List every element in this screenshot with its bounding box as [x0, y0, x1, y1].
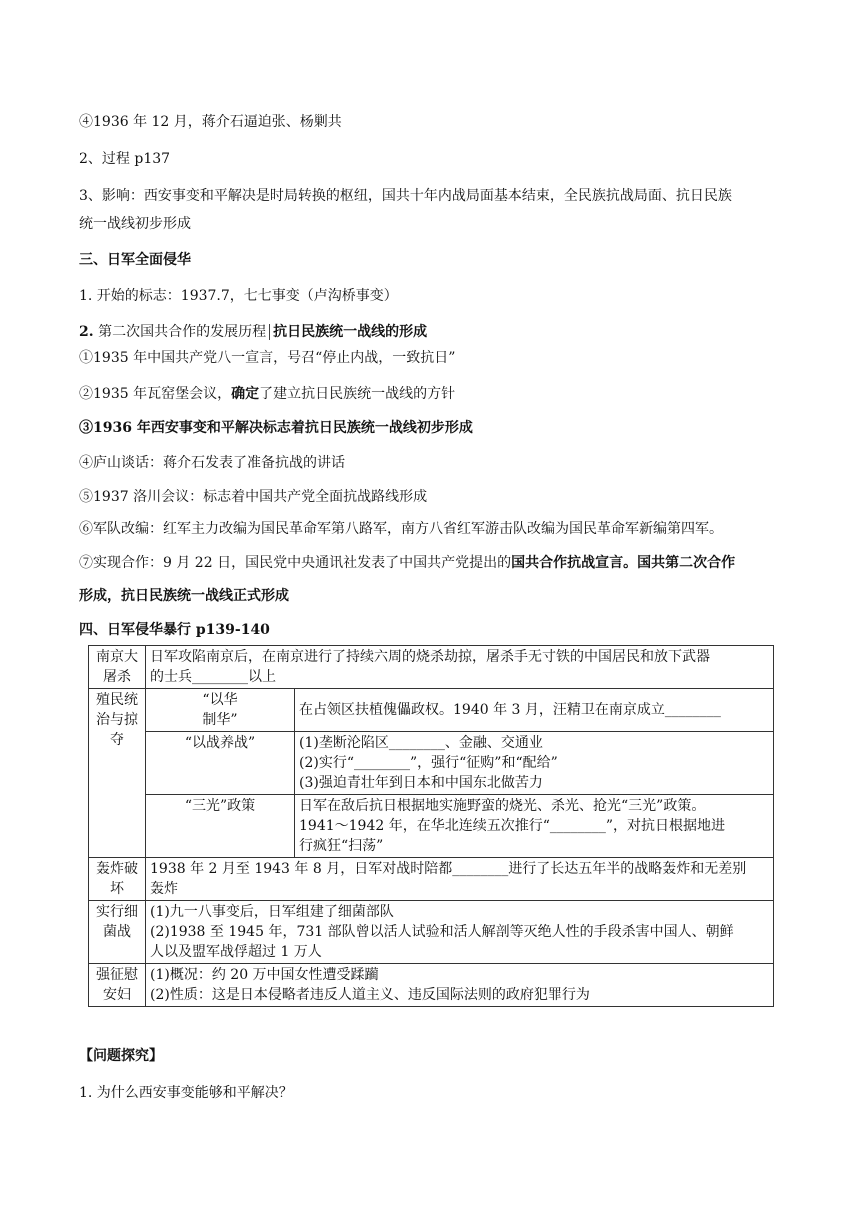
table-row	[89, 732, 774, 795]
atrocities-table	[88, 645, 774, 1007]
text-line: ④庐山谈话：蒋介石发表了准备抗战的讲话	[79, 455, 345, 471]
text-line: 2、过程 p137	[79, 151, 171, 167]
inquiry-heading: 【问题探究】	[79, 1048, 163, 1064]
text-line: ①1935 年中国共产党八一宣言，号召“停止内战，一致抗日”	[79, 350, 456, 366]
table-row	[89, 964, 774, 1007]
text-line: ④1936 年 12 月，蒋介石逼迫张、杨剿共	[79, 114, 342, 130]
question-line: 1. 为什么西安事变能够和平解决？	[79, 1085, 293, 1101]
text-span: ②1935 年瓦窑堡会议，	[79, 386, 232, 402]
row-content: 日军在敌后抗日根据地实施野蛮的烧光、杀光、抢光“三光”政策。 1941～1942 年，在华北连续五次推行“________”，对抗日根据地进 行疯狂“扫荡”	[295, 795, 774, 858]
text-line	[79, 553, 735, 573]
text-span-bold: 确定	[231, 386, 260, 402]
row-content: (1)九一八事变后，日军组建了细菌部队 (2)1938 至 1945 年，731 部队曾以活人试验和活人解剖等灭绝人性的手段杀害中国人、朝鲜 人以及盟军战俘超过 1 万人	[146, 901, 774, 964]
row-subcategory: “三光”政策	[146, 795, 295, 858]
item-text-bold: 抗日民族统一战线的形成	[273, 324, 428, 340]
text-span-bold: 国共合作抗战宣言。国共第二次合作	[511, 555, 736, 571]
text-span: ⑦实现合作：9 月 22 日，国民党中央通讯社发表了中国共产党提出的	[79, 555, 512, 571]
text-line: 1. 开始的标志：1937.7，七七事变（卢沟桥事变）	[79, 288, 398, 304]
row-category: 强征慰 安妇	[89, 964, 146, 1007]
row-category: 实行细 菌战	[89, 901, 146, 964]
item-text: 第二次国共合作的发展历程	[93, 324, 267, 340]
section-heading: 四、日军侵华暴行 p139-140	[79, 622, 270, 638]
row-subcategory: “以战养战”	[146, 732, 295, 795]
text-line-bold: 形成，抗日民族统一战线正式形成	[79, 588, 289, 604]
row-subcategory: “以华 制华”	[146, 689, 295, 732]
row-content: 日军攻陷南京后，在南京进行了持续六周的烧杀劫掠，屠杀手无寸铁的中国居民和放下武器 的士兵________以上	[146, 646, 774, 689]
section-heading: 三、日军全面侵华	[79, 252, 191, 268]
item-number: 2.	[79, 324, 94, 340]
table-row	[89, 901, 774, 964]
table-row	[89, 689, 774, 732]
row-category: 轰炸破 坏	[89, 858, 146, 901]
text-span: 了建立抗日民族统一战线的方针	[259, 386, 456, 402]
row-category: 南京大 屠杀	[89, 646, 146, 689]
text-line-bold: ③1936 年西安事变和平解决标志着抗日民族统一战线初步形成	[79, 420, 473, 436]
text-line: ⑤1937 洛川会议：标志着中国共产党全面抗战路线形成	[79, 489, 428, 505]
row-content: 1938 年 2 月至 1943 年 8 月，日军对战时陪都________进行了长达五年半的战略轰炸和无差别 轰炸	[146, 858, 774, 901]
text-line: ⑥军队改编：红军主力改编为国民革命军第八路军，南方八省红军游击队改编为国民革命军新编第四军。	[79, 521, 723, 537]
text-line	[79, 384, 455, 404]
text-line: 3、影响：西安事变和平解决是时局转换的枢纽，国共十年内战局面基本结束，全民族抗战局面、抗日民族	[79, 188, 732, 204]
row-content: (1)概况：约 20 万中国女性遭受蹂躏 (2)性质：这是日本侵略者违反人道主义、违反国际法则的政府犯罪行为	[146, 964, 774, 1007]
table-row	[89, 646, 774, 689]
table-row	[89, 795, 774, 858]
row-content: (1)垄断沦陷区________、金融、交通业 (2)实行“________”，强行“征购”和“配给” (3)强迫青壮年到日本和中国东北做苦力	[295, 732, 774, 795]
row-category: 殖民统 治与掠 夺	[89, 689, 146, 858]
text-line	[79, 322, 427, 342]
row-content: 在占领区扶植傀儡政权。1940 年 3 月，汪精卫在南京成立________	[295, 689, 774, 732]
text-line: 统一战线初步形成	[79, 216, 191, 232]
table-row	[89, 858, 774, 901]
